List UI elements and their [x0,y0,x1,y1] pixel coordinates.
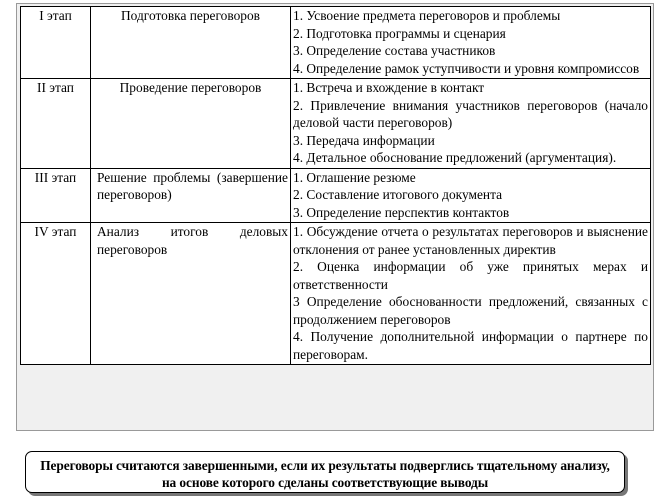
stage-items [291,79,651,169]
list-item: 2. Подготовка программы и сценария [293,25,506,41]
stage-items [291,168,651,223]
list-item: 4. Определение рамок уступчивости и уровня компромиссов [293,60,640,76]
stage-name: Проведение переговоров [91,79,291,169]
stage-name: Подготовка переговоров [91,7,291,79]
list-item: 3 Определение обоснованности предложений, связанных с продолжением переговоров [293,294,648,327]
table-row [21,79,651,169]
stage-label: IV этап [21,223,91,365]
table-row [21,168,651,223]
list-item: 3. Передача информации [293,132,435,148]
stage-items [291,7,651,79]
list-item: 2. Привлечение внимания участников переговоров (начало деловой части переговоров) [293,97,648,130]
list-item: 1. Встреча и вхождение в контакт [293,80,485,95]
list-item: 1. Оглашение резюме [293,169,416,185]
conclusion-note: Переговоры считаются завершенными, если их результаты подверглись тщательному анализу, на основе которого сделаны соответствующие выводы [25,451,625,493]
negotiation-stages-table [20,6,651,365]
list-item: 2. Оценка информации об уже принятых мерах и ответственности [293,259,648,292]
list-item: 4. Получение дополнительной информации о партнере по переговорам. [293,329,648,362]
list-item: 1. Обсуждение отчета о результатах переговоров и выяснение отклонения от ранее установленных директив [293,224,648,257]
table-row [21,223,651,365]
list-item: 1. Усвоение предмета переговоров и проблемы [293,8,561,23]
list-item: 4. Детальное обоснование предложений (аргументация). [293,150,617,165]
list-item: 2. Составление итогового документа [293,187,503,202]
stage-label: II этап [21,79,91,169]
stage-label: III этап [21,168,91,223]
stage-label: I этап [21,7,91,79]
list-item: 3. Определение состава участников [293,43,496,58]
stage-name: Анализ итогов деловых переговоров [91,223,291,365]
list-item: 3. Определение перспектив контактов [293,204,510,220]
stage-name: Решение проблемы (завершение переговоров) [91,168,291,223]
table-row [21,7,651,79]
stage-items [291,223,651,365]
